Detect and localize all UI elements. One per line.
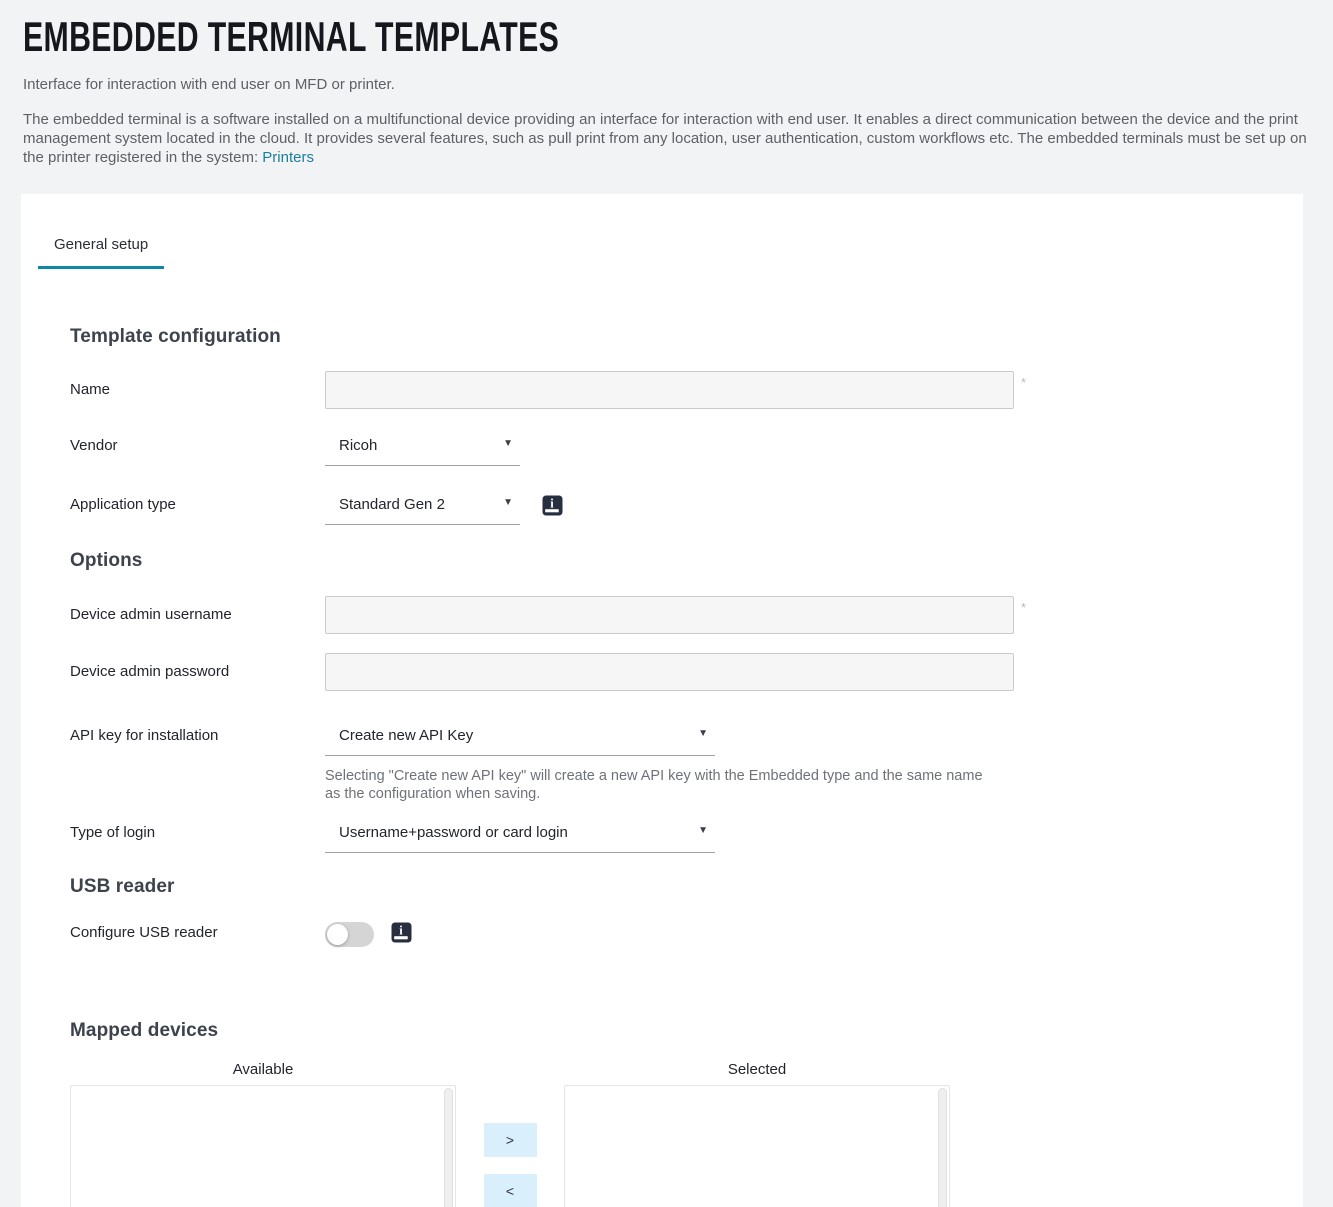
vendor-row	[70, 427, 1303, 466]
api-key-row	[70, 717, 1303, 803]
required-asterisk: *	[1021, 600, 1027, 615]
section-heading-options: Options	[70, 550, 143, 571]
vendor-select[interactable]	[325, 427, 520, 466]
tabs-row	[21, 194, 1303, 269]
configure-usb-reader-label: Configure USB reader	[70, 924, 218, 941]
device-admin-password-input[interactable]	[325, 653, 1014, 691]
configure-usb-reader-row	[70, 918, 1303, 947]
chevron-down-icon: ▼	[698, 728, 708, 739]
name-row	[70, 371, 1303, 409]
vendor-label: Vendor	[70, 437, 118, 454]
application-type-row	[70, 486, 1303, 525]
available-listbox[interactable]	[70, 1085, 456, 1207]
configure-usb-reader-toggle[interactable]	[325, 922, 374, 947]
device-admin-username-row	[70, 596, 1303, 634]
api-key-select[interactable]	[325, 717, 715, 756]
type-of-login-select-value: Username+password or card login	[339, 824, 568, 841]
application-type-label: Application type	[70, 496, 176, 513]
section-heading-template-configuration: Template configuration	[70, 326, 281, 347]
svg-text:i: i	[399, 923, 403, 938]
available-scrollbar[interactable]	[444, 1088, 453, 1207]
type-of-login-select[interactable]	[325, 814, 715, 853]
available-list-header: Available	[232, 1061, 294, 1078]
chevron-down-icon: ▼	[503, 497, 513, 508]
move-right-button[interactable]: >	[484, 1123, 537, 1157]
mapped-devices-dual-list	[70, 1061, 1303, 1207]
page-description	[23, 110, 1309, 167]
tab-general-setup[interactable]: General setup	[38, 236, 164, 269]
api-key-helper-text: Selecting "Create new API key" will create a new API key with the Embedded type and the same name as the configuration when saving.	[325, 768, 983, 802]
page-title	[23, 13, 1309, 61]
chevron-down-icon: ▼	[503, 438, 513, 449]
selected-listbox[interactable]	[564, 1085, 950, 1207]
selected-scrollbar[interactable]	[938, 1088, 947, 1207]
toggle-knob	[327, 924, 348, 945]
chevron-down-icon: ▼	[698, 825, 708, 836]
page-title-text: EMBEDDED TERMINAL TEMPLATES	[23, 13, 560, 60]
selected-column	[564, 1061, 950, 1207]
application-type-info-icon[interactable]	[542, 495, 563, 516]
move-left-button[interactable]: <	[484, 1174, 537, 1207]
application-type-select[interactable]	[325, 486, 520, 525]
settings-card	[21, 194, 1303, 1207]
page-subtitle: Interface for interaction with end user on MFD or printer.	[23, 76, 395, 93]
transfer-buttons	[456, 1061, 564, 1207]
section-heading-mapped-devices: Mapped devices	[70, 1020, 219, 1041]
usb-reader-info-icon[interactable]	[391, 922, 412, 943]
section-heading-usb-reader: USB reader	[70, 876, 175, 897]
api-key-select-value: Create new API Key	[339, 727, 474, 744]
name-input[interactable]	[325, 371, 1014, 409]
api-key-label: API key for installation	[70, 727, 219, 744]
page-header	[0, 0, 1333, 167]
type-of-login-row	[70, 814, 1303, 853]
device-admin-password-row	[70, 653, 1303, 691]
device-admin-username-input[interactable]	[325, 596, 1014, 634]
name-label: Name	[70, 381, 111, 398]
available-column	[70, 1061, 456, 1207]
type-of-login-label: Type of login	[70, 824, 156, 841]
device-admin-username-label: Device admin username	[70, 606, 232, 623]
svg-text:i: i	[550, 496, 554, 511]
selected-list-header: Selected	[727, 1061, 787, 1078]
page-description-text: The embedded terminal is a software installed on a multifunctional device providing an interface for interaction with end user. It enables a direct communication between the device and the print management system located in the cloud. It provides several features, such as pull print from any location, user authentication, custom workflows etc. The embedded terminals must be set up on the printer registered in the system:	[23, 111, 1307, 166]
printers-link[interactable]: Printers	[262, 149, 314, 166]
vendor-select-value: Ricoh	[339, 437, 378, 454]
required-asterisk: *	[1021, 375, 1027, 390]
device-admin-password-label: Device admin password	[70, 663, 230, 680]
application-type-select-value: Standard Gen 2	[339, 496, 445, 513]
